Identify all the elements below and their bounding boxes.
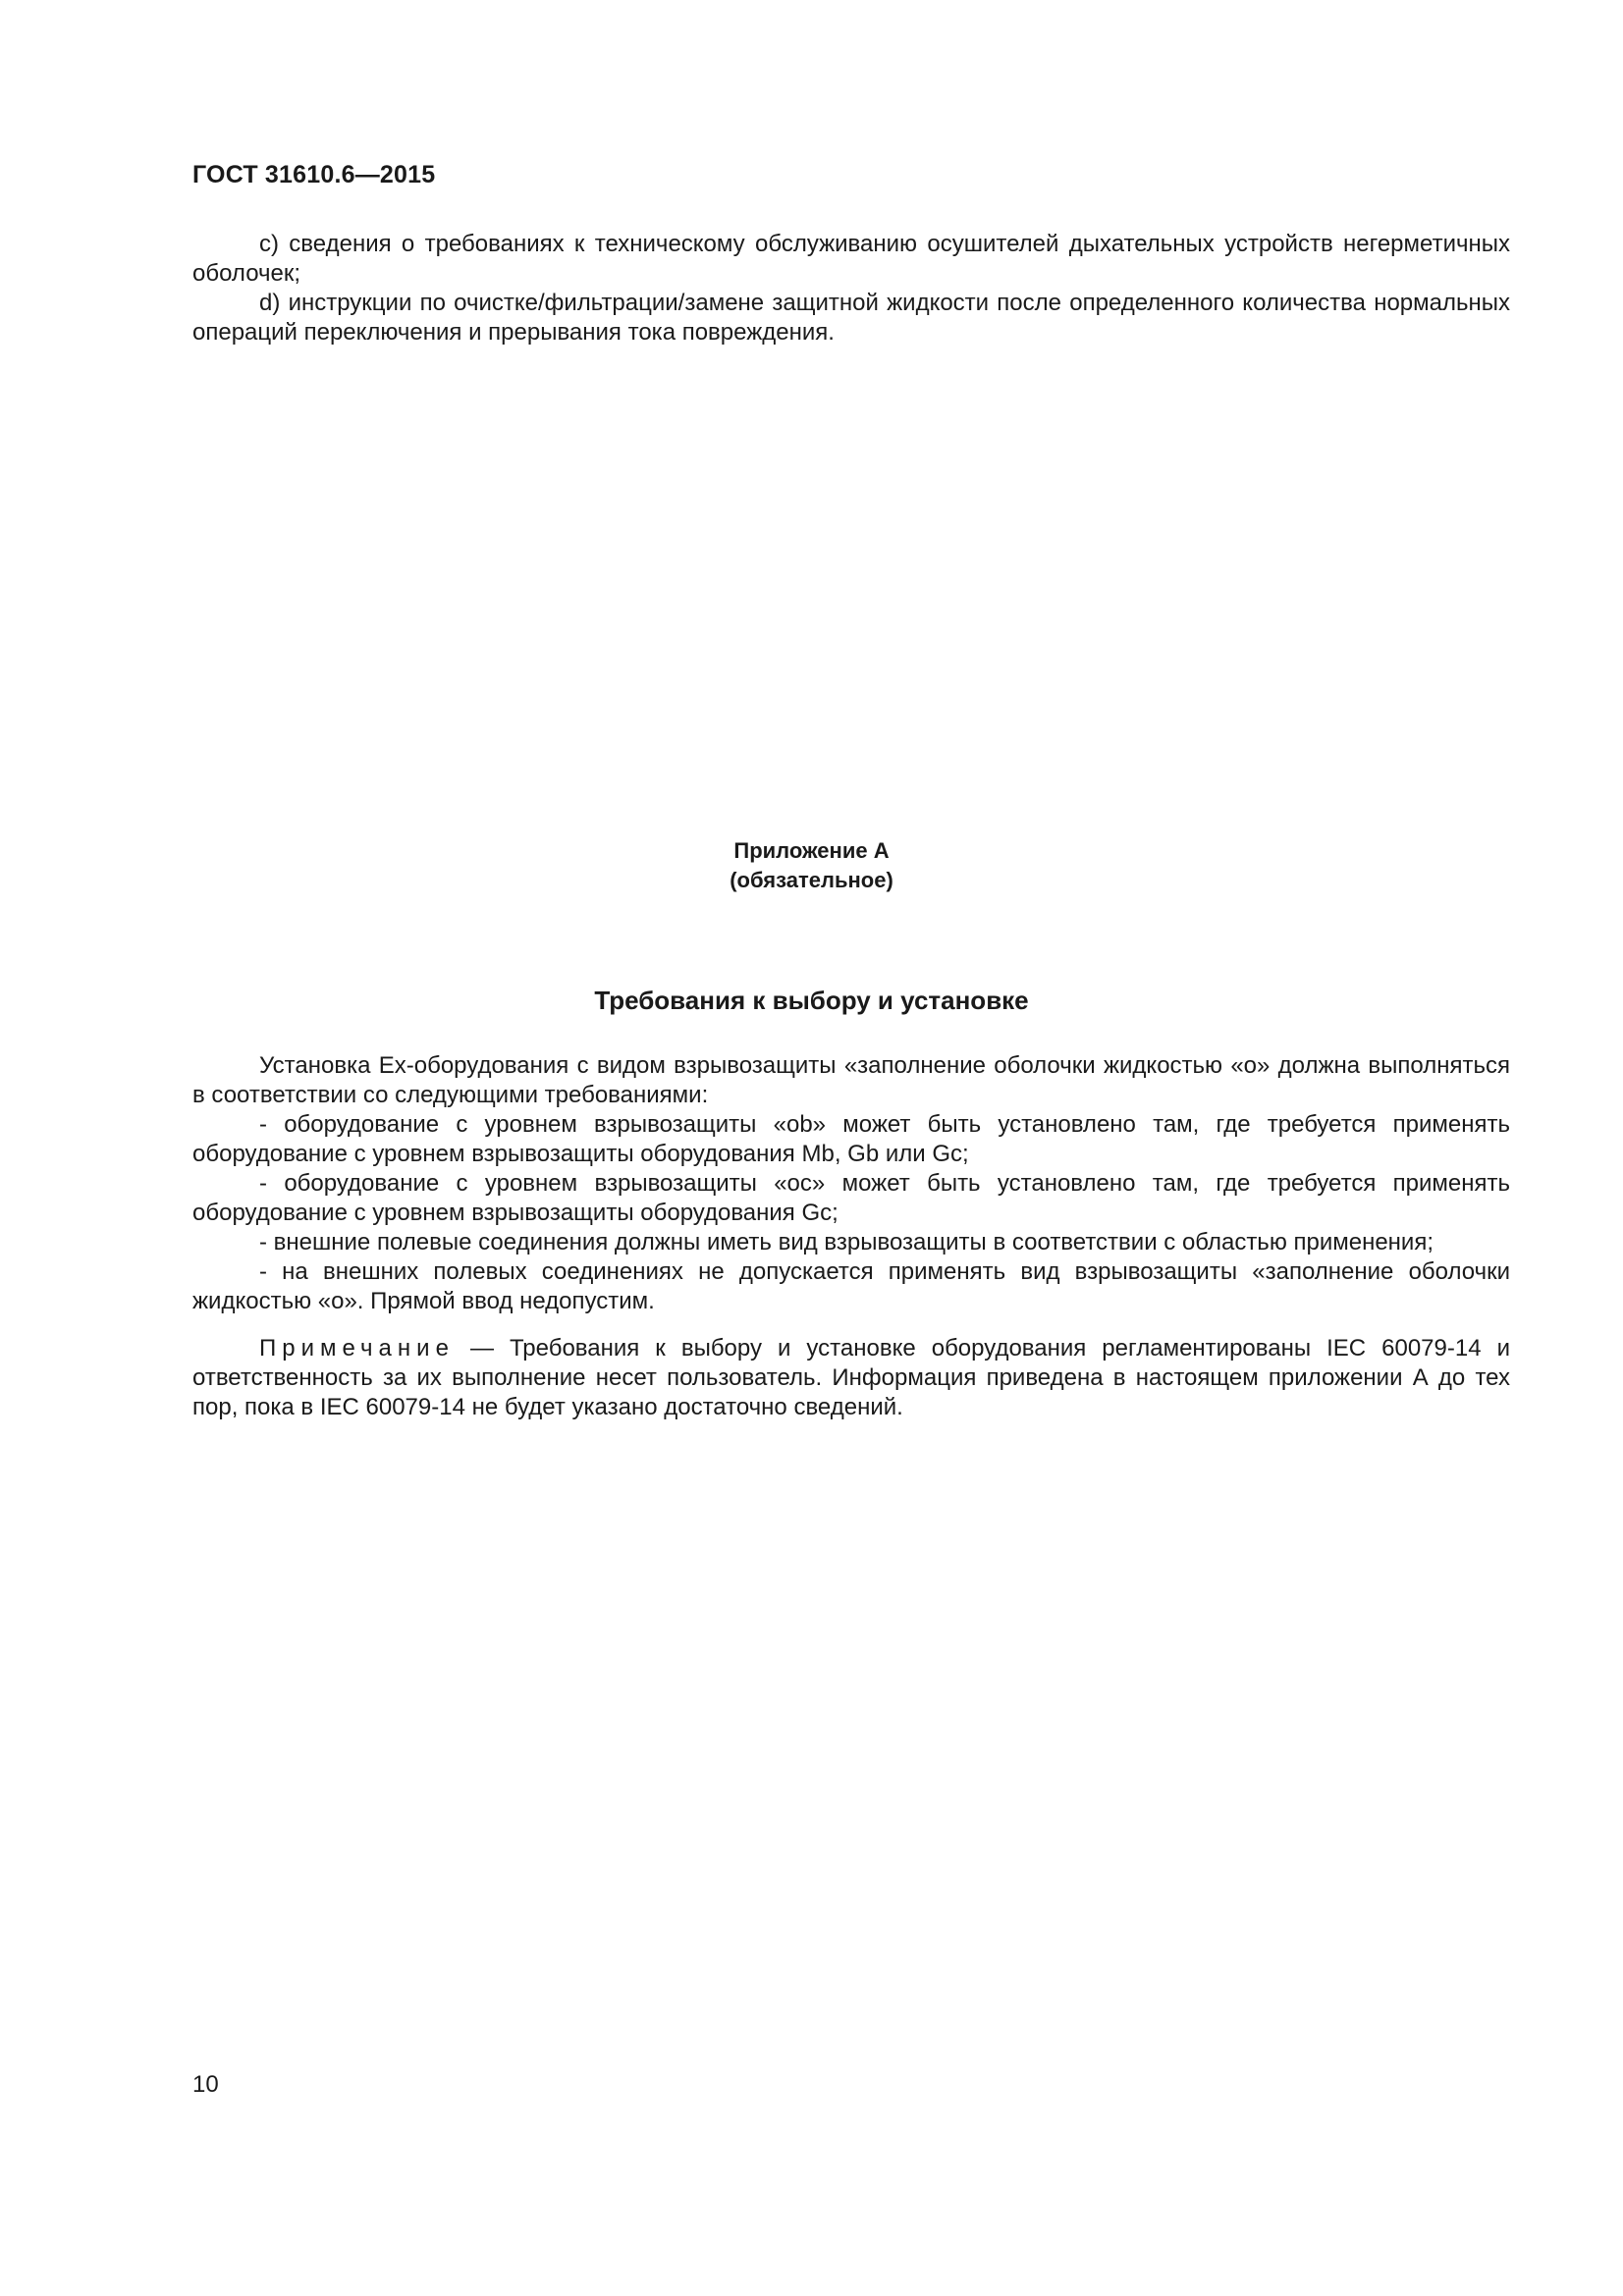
note-block	[192, 1334, 1510, 1422]
page-number: 10	[192, 2071, 219, 2098]
intro-paragraph: Установка Ex-оборудования с видом взрывозащиты «заполнение оболочки жидкостью «о» должна выполняться в соответствии со следующими требованиями:	[192, 1052, 1510, 1108]
list-item-d: d) инструкции по очистке/фильтрации/замене защитной жидкости после определенного количества нормальных операций переключения и прерывания тока повреждения.	[192, 290, 1510, 346]
top-list	[192, 230, 1510, 347]
requirement-oc: - оборудование с уровнем взрывозащиты «oc» может быть установлено там, где требуется применять оборудование с уровнем взрывозащиты оборудования Gc;	[192, 1170, 1510, 1226]
list-item-c: c) сведения о требованиях к техническому обслуживанию осушителей дыхательных устройств негерметичных оболочек;	[192, 231, 1510, 287]
appendix-status: (обязательное)	[730, 868, 893, 892]
note-paragraph	[192, 1334, 1510, 1422]
section-title: Требования к выбору и установке	[594, 986, 1029, 1015]
requirement-ob: - оборудование с уровнем взрывозащиты «ob» может быть установлено там, где требуется применять оборудование с уровнем взрывозащиты оборудования Mb, Gb или Gc;	[192, 1111, 1510, 1167]
note-label: Примечание	[259, 1335, 455, 1362]
standard-header: ГОСТ 31610.6—2015	[192, 161, 436, 188]
requirement-no-direct-entry: - на внешних полевых соединениях не допускается применять вид взрывозащиты «заполнение оболочки жидкостью «о». Прямой ввод недопустим.	[192, 1258, 1510, 1314]
main-text	[192, 1051, 1510, 1316]
requirement-field-connections: - внешние полевые соединения должны иметь вид взрывозащиты в соответствии с областью применения;	[259, 1229, 1434, 1255]
appendix-label: Приложение А	[733, 838, 890, 863]
appendix-heading	[0, 836, 1623, 895]
note-text: — Требования к выбору и установке оборудования регламентированы IEC 60079-14 и ответственность за их выполнение несет пользователь. Информация приведена в настоящем приложении А до тех пор, пока в IEC 60079-14 не будет указано достаточно сведений.	[192, 1335, 1510, 1420]
